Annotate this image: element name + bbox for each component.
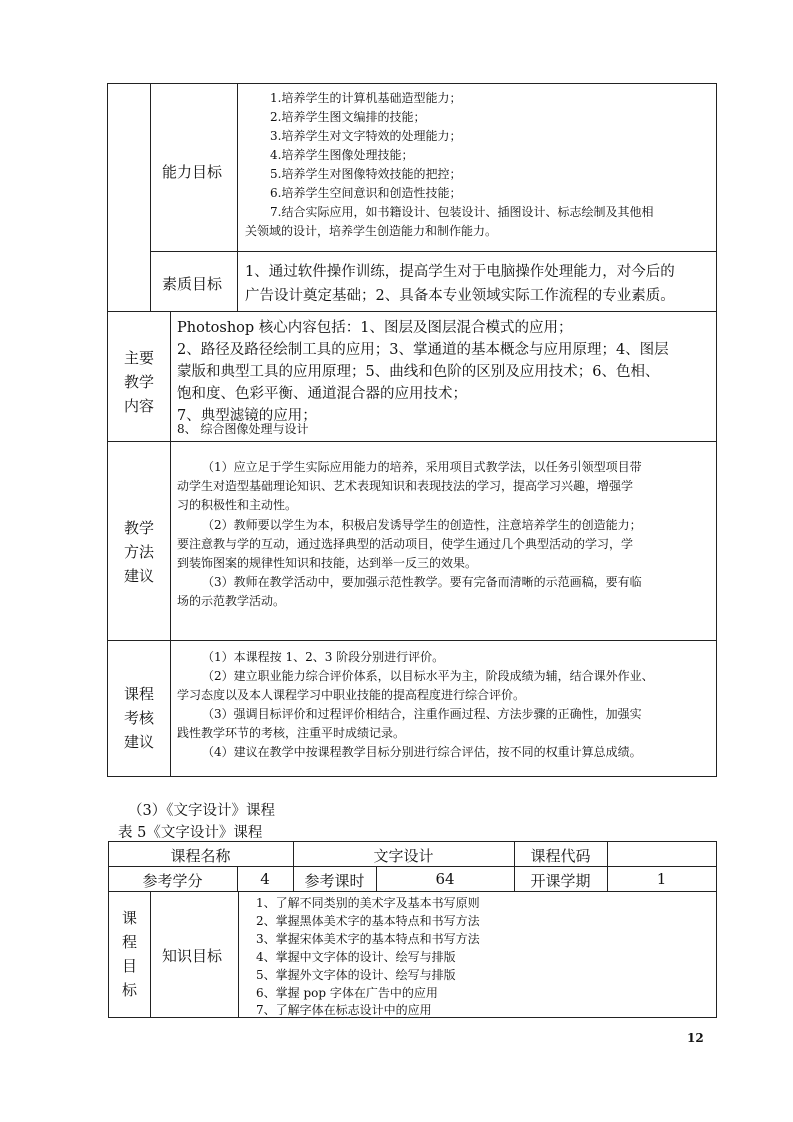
knowledge-goal-label: 知识目标 [162,947,223,965]
ability-item: 3.培养学生对文字特效的处理能力； [270,129,462,143]
knowledge-item: 3、掌握宋体美术字的基本特点和书写方法 [256,932,480,946]
quality-goal-label: 素质目标 [162,275,223,293]
ability-item: 7.结合实际应用，如书籍设计、包装设计、插图设计、标志绘制及其他相 [270,205,654,219]
quality-goal-line: 广告设计奠定基础；2、具备本专业领域实际工作流程的专业素质。 [245,288,675,304]
hours-value: 64 [435,870,455,888]
semester-value: 1 [656,870,667,888]
knowledge-item: 4、掌握中文字体的设计、绘写与排版 [256,950,456,964]
knowledge-item: 1、了解不同类别的美术字及基本书写原则 [256,896,480,910]
knowledge-item: 7、了解字体在标志设计中的应用 [256,1003,432,1017]
assessment-label: 课程 考核 建议 [123,685,154,751]
course-code-label: 课程代码 [530,847,591,865]
teaching-method-label: 教学 方法 建议 [123,519,154,585]
ability-item: 4.培养学生图像处理技能； [270,148,414,162]
table-caption: 表 5《文字设计》课程 [118,825,263,841]
semester-label: 开课学期 [530,872,591,890]
knowledge-item: 5、掌握外文字体的设计、绘写与排版 [256,968,456,982]
ability-item: 1.培养学生的计算机基础造型能力； [270,91,462,105]
page-number: 12 [687,1031,704,1045]
knowledge-item: 2、掌握黑体美术字的基本特点和书写方法 [256,914,480,928]
ability-goal-label: 能力目标 [162,163,223,181]
document-page: 能力目标 1.培养学生的计算机基础造型能力； 2.培养学生图文编排的技能； 3.培养学生对文字特效的处理能力； 4.培养学生图像处理技能； 5.培养学生对图像特效技能的把控； 6.培养学生空间意识和创造性技能； 7.结合实际应用，如书籍设计、包装设计、插图设计、标志绘制及其他相 关领域的设计，培养学生创造能力和制作能力。 素质目标 1、通过软件操作训练，提高学生对于电脑操作处理能力，对今后的 广告设计奠定基础；2、具备本专业领域实际工作流程的专业素质。 主要 教学 内容 Photoshop 核心内容包括：1、图层及图层混合模式的应用； 2、路径及路径绘制工具的应用；3、掌通道的基本概念与应用原理；4、图层 蒙版和典型工具的应用原理；5、曲线和色阶的区别及应用技术；6、色相、 饱和度、色彩平衡、通道混合器的应用技术； 7、典型滤镜的应用； 8、 综合图像处理与设计 教学 方法 建议 （1）应立足于学生实际应用能力的培养，采用项目式教学法，以任务引领型项目带 动学生对造型基础理论知识、艺术表现知识和表现技法的学习，提高学习兴趣，增强学 习的积极性和主动性。 （2）教师要以学生为本，积极启发诱导学生的创造性，注意培养学生的创造能力； 要注意教与学的互动，通过选择典型的活动项目，使学生通过几个典型活动的学习，学 到装饰图案的规律性知识和技能，达到举一反三的效果。 （3）教师在教学活动中，要加强示范性教学。要有完备而清晰的示范画稿，要有临 场的示范教学活动。 课程 考核 建议 （1）本课程按 1、2、3 阶段分别进行评价。 （2）建立职业能力综合评价体系，以目标水平为主，阶段成绩为辅，结合课外作业、 学习态度以及本人课程学习中职业技能的提高程度进行综合评价。 （3）强调目标评价和过程评价相结合，注重作画过程、方法步骤的正确性，加强实 践性教学环节的考核，注重平时成绩记录。 （4）建议在教学中按课程教学目标分别进行综合评估，按不同的权重计算总成绩。 （3）《文字设计》课程 表 5《文字设计》课程 课程名称 文字设计 课程代码 参考学分 4 参考课时 64 开课学期 1 课 程 目 标 知识目标 1、了解不同类别的美术字及基本书写原则 2、掌握黑体美术字的基本特点和书写方法 3、掌握宋体美术字的基本特点和书写方法 4、掌握中文字体的设计、绘写与排版 5、掌握外文字体的设计、绘写与排版 6、掌握 pop 字体在广告中的应用 7、了解字体在标志设计中的应用 12 [0,0,793,1122]
course-name-label: 课程名称 [170,847,231,865]
ability-item: 2.培养学生图文编排的技能； [270,110,426,124]
hours-label: 参考课时 [304,872,365,890]
credits-label: 参考学分 [142,872,203,890]
teaching-content-label: 主要 教学 内容 [123,349,154,415]
ability-item: 6.培养学生空间意识和创造性技能； [270,186,462,200]
ability-item: 关领域的设计，培养学生创造能力和制作能力。 [245,224,498,238]
course-goal-label: 课 程 目 标 [121,909,137,999]
course-name-value: 文字设计 [373,847,434,865]
credits-value: 4 [260,870,270,888]
section-heading: （3）《文字设计》课程 [128,803,275,819]
knowledge-item: 6、掌握 pop 字体在广告中的应用 [256,986,438,1000]
ability-item: 5.培养学生对图像特效技能的把控； [270,167,462,181]
quality-goal-line: 1、通过软件操作训练，提高学生对于电脑操作处理能力，对今后的 [245,264,675,280]
